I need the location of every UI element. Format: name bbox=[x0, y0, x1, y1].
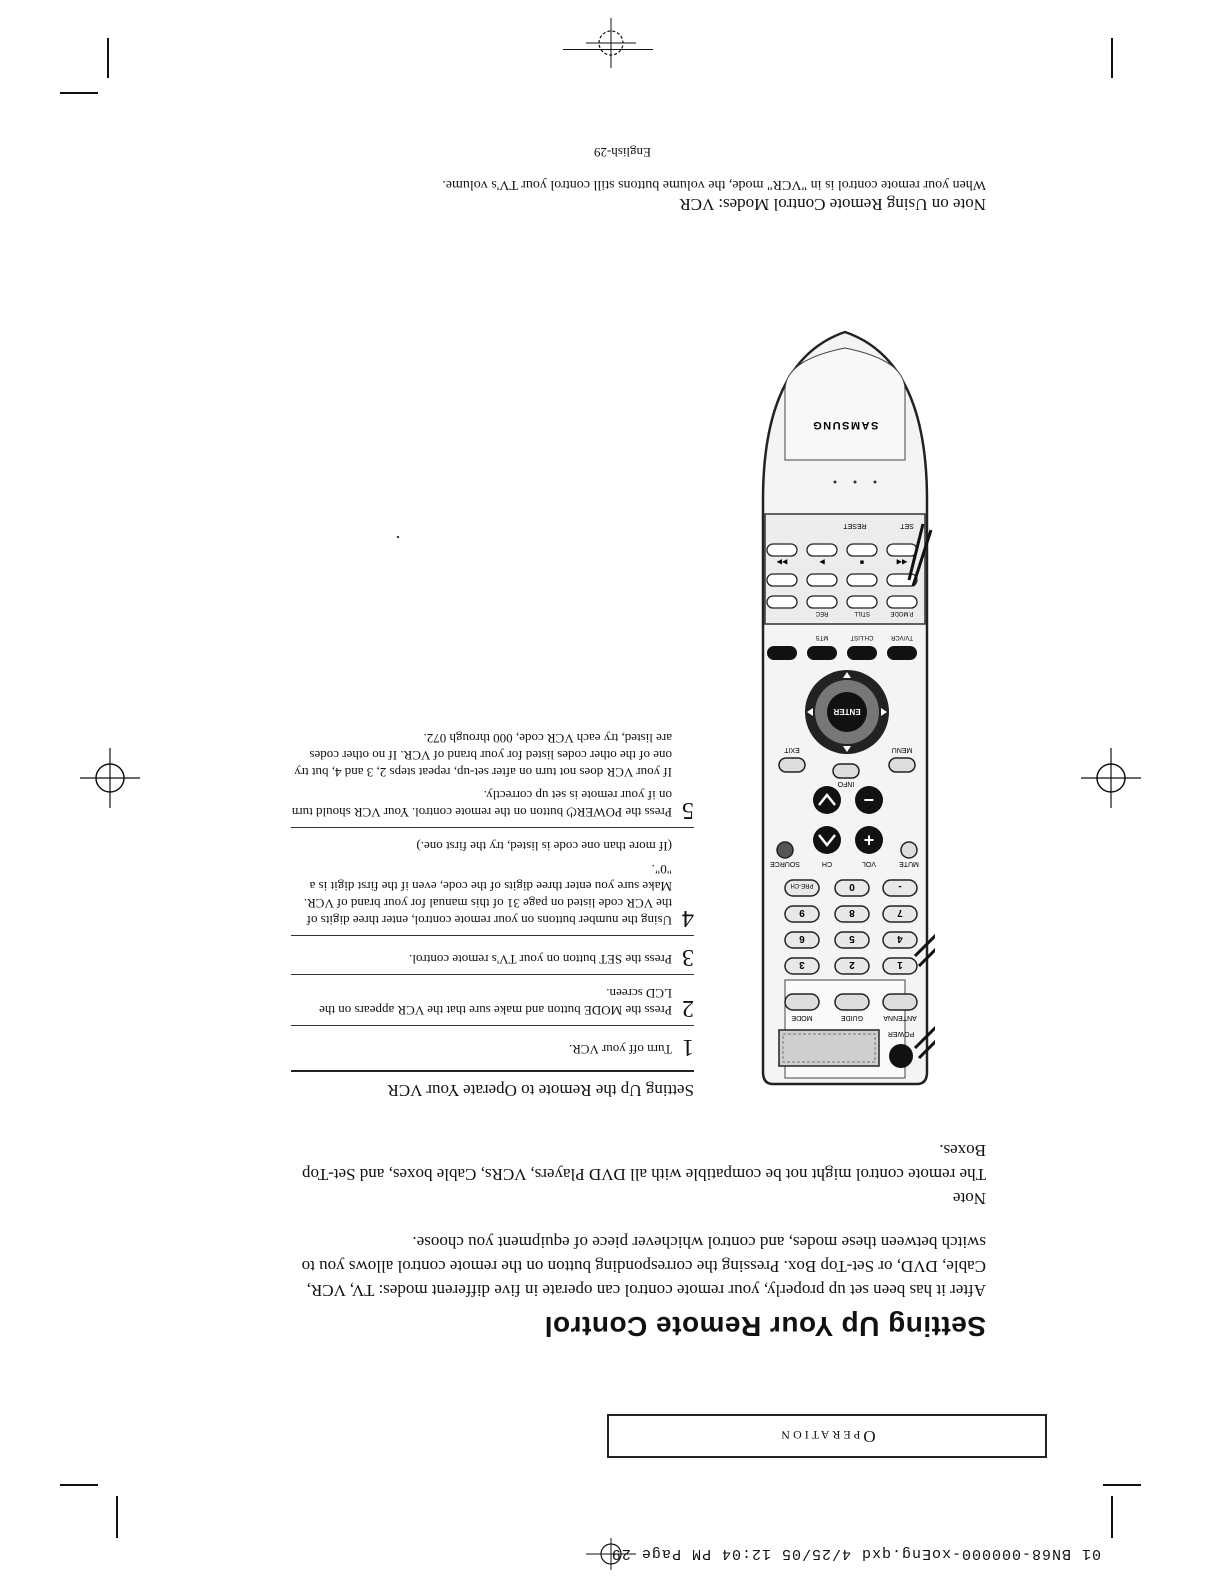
step-text: Press the SET button on your TV's remote control. bbox=[409, 952, 672, 967]
step-text: Using the number buttons on your remote control, enter three digits of the VCR code listed on page 31 of this manual for your brand of VCR. Make sure you enter three digits of the code, even if the first digit is a "0". bbox=[303, 862, 672, 928]
brand-logo: SAMSUNG bbox=[811, 419, 879, 431]
rec-label: REC bbox=[815, 610, 829, 616]
step-subtext: If your VCR does not turn on after set-up, repeat steps 2, 3 and 4, but try one of the other codes listed for your brand of VCR. If no other codes are listed, try each VCR code, 000 through 072. bbox=[294, 731, 672, 780]
ch-down-button bbox=[813, 786, 841, 814]
enter-label: ENTER bbox=[833, 707, 861, 716]
key-6: 6 bbox=[799, 933, 805, 944]
pmode-label: P.MODE bbox=[890, 610, 914, 616]
registration-mark bbox=[80, 748, 140, 808]
steps-section bbox=[291, 720, 694, 1100]
page-number: English-29 bbox=[593, 145, 651, 160]
mute-button bbox=[901, 842, 917, 858]
chlist-button bbox=[847, 646, 877, 660]
key-3: 3 bbox=[799, 959, 805, 970]
file-info-line: 01 BN68-000000-xoEng.qxd 4/25/05 12:04 PM Page 29 bbox=[610, 1545, 1101, 1562]
antenna-button bbox=[883, 994, 917, 1010]
source-label: SOURCE bbox=[770, 860, 800, 867]
key-1: 1 bbox=[897, 959, 903, 970]
step-number: 4 bbox=[682, 905, 694, 931]
stray-dot bbox=[397, 536, 399, 538]
mts-label: MTS bbox=[815, 634, 829, 640]
section-label: Operation bbox=[778, 1427, 876, 1446]
key-9: 9 bbox=[799, 907, 805, 918]
note-vcr-heading: Note on Using Remote Control Modes: VCR bbox=[679, 195, 986, 214]
section-box bbox=[607, 1414, 1047, 1458]
menu-label: MENU bbox=[891, 746, 913, 753]
guide-button bbox=[835, 994, 869, 1010]
crop-mark bbox=[1111, 38, 1113, 78]
intro-paragraph: After it has been set up properly, your remote control can operate in five different modes: TV, VCR, Cable, DVD, or Set-Top Box. Pressing the corresponding button on the remote control allows you to switch between these modes, and control whichever piece of equipment you choose. bbox=[301, 1233, 986, 1300]
crop-mark bbox=[1103, 1484, 1141, 1486]
step-item bbox=[291, 1025, 694, 1064]
crop-mark bbox=[60, 1484, 98, 1486]
step-item bbox=[291, 720, 694, 827]
ch-label: CH bbox=[821, 860, 833, 867]
key-2: 2 bbox=[849, 959, 855, 970]
key-0: 0 bbox=[849, 881, 855, 892]
antenna-label: ANTENNA bbox=[883, 1014, 917, 1021]
mts-button bbox=[807, 646, 837, 660]
set-label: SET bbox=[900, 522, 914, 529]
tv-vcr-label: TV/VCR bbox=[890, 634, 914, 640]
play-label: ▶ bbox=[819, 558, 825, 565]
menu-button bbox=[889, 758, 915, 772]
step-item bbox=[291, 935, 694, 974]
step-number: 3 bbox=[682, 944, 694, 970]
crop-mark bbox=[107, 38, 109, 78]
power-button bbox=[889, 1044, 913, 1068]
rew-label: ◀◀ bbox=[896, 558, 908, 565]
info-button bbox=[833, 764, 859, 778]
step-subtext: (If more than one code is listed, try the first one.) bbox=[416, 839, 672, 854]
registration-mark bbox=[1081, 748, 1141, 808]
page-title: Setting Up Your Remote Control bbox=[544, 1311, 986, 1342]
step-item bbox=[291, 974, 694, 1025]
note-text: The remote control might not be compatible with all DVD Players, VCRs, Cable boxes, and Set-Top Boxes. bbox=[301, 1141, 986, 1184]
lcd-screen bbox=[779, 1030, 879, 1066]
svg-text:−: − bbox=[863, 790, 875, 810]
step-number: 2 bbox=[682, 995, 694, 1021]
registration-mark bbox=[586, 18, 636, 68]
reset-label: RESET bbox=[843, 522, 867, 529]
mode-label: MODE bbox=[791, 1014, 813, 1021]
key-prech: PRE-CH bbox=[790, 882, 814, 888]
crop-mark bbox=[60, 92, 98, 94]
svg-text:+: + bbox=[863, 830, 875, 850]
power-label: POWER bbox=[887, 1030, 915, 1037]
key-5: 5 bbox=[849, 933, 855, 944]
guide-label: GUIDE bbox=[840, 1014, 864, 1021]
key-dash: - bbox=[898, 881, 902, 892]
source-button bbox=[777, 842, 793, 858]
tv-vcr-button bbox=[887, 646, 917, 660]
key-4: 4 bbox=[897, 933, 903, 944]
crop-mark bbox=[116, 1496, 118, 1538]
note-vcr-text: When your remote control is in "VCR" mode, the volume buttons still control your TV's volume. bbox=[442, 177, 986, 192]
stop-label: ■ bbox=[859, 558, 865, 565]
exit-label: EXIT bbox=[784, 746, 800, 753]
still-label: STILL bbox=[853, 610, 871, 616]
step-number: 1 bbox=[682, 1034, 694, 1060]
mode-button bbox=[785, 994, 819, 1010]
key-8: 8 bbox=[849, 907, 855, 918]
remote-control-illustration bbox=[755, 324, 935, 1090]
key-7: 7 bbox=[897, 907, 903, 918]
step-text: Press the MODE button and make sure that the VCR appears on the LCD screen. bbox=[319, 986, 672, 1018]
note-heading: Note bbox=[952, 1189, 986, 1208]
mute-label: MUTE bbox=[899, 860, 919, 867]
ch-up-button bbox=[813, 826, 841, 854]
step-item bbox=[291, 827, 694, 935]
crop-mark bbox=[1111, 1496, 1113, 1538]
ff-label: ▶▶ bbox=[776, 558, 788, 565]
info-label: INFO bbox=[837, 780, 855, 787]
exit-button bbox=[779, 758, 805, 772]
vol-label: VOL bbox=[861, 860, 877, 867]
chlist-label: CH.LIST bbox=[850, 634, 874, 640]
step-text: Press the POWER⏻ button on the remote control. Your VCR should turn on if your remote is set up correctly. bbox=[291, 788, 672, 820]
step-text: Turn off your VCR. bbox=[568, 1042, 672, 1057]
step-number: 5 bbox=[682, 797, 694, 823]
steps-heading: Setting Up the Remote to Operate Your VCR bbox=[291, 1070, 694, 1100]
